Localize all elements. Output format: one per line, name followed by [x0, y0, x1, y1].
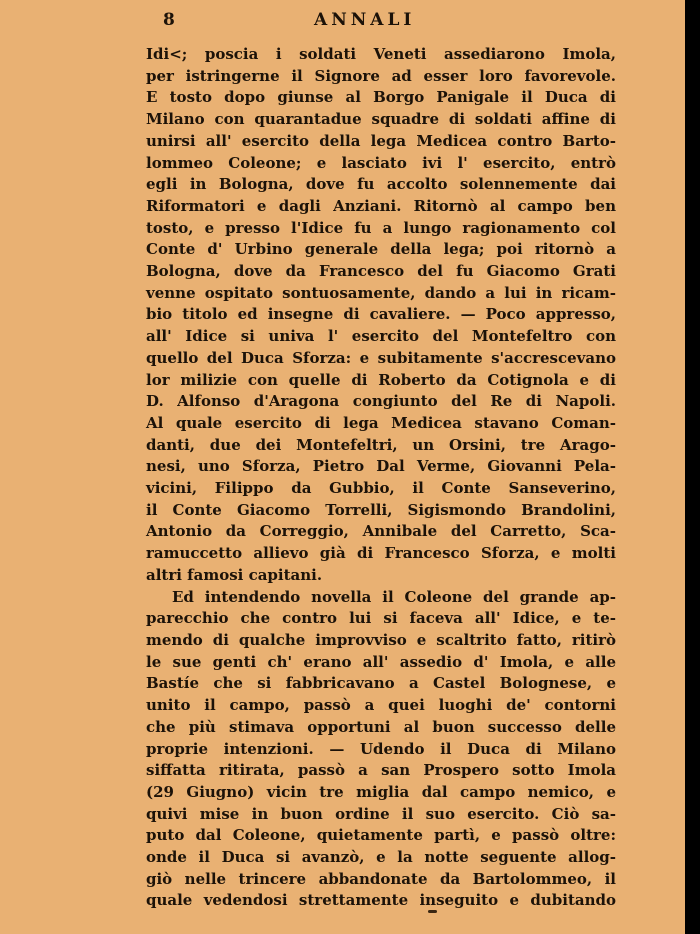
text-line: tosto, e presso l'Idice fu a lungo ragionamento col: [146, 218, 616, 237]
text-line: unito il campo, passò a quei luoghi de' contorni: [146, 696, 616, 715]
text-line: per istringerne il Signore ad esser loro favorevole.: [146, 66, 616, 85]
text-line: quale vedendosi strettamente inseguito e dubitando: [146, 891, 616, 910]
paragraph-end-line: altri famosi capitani.: [146, 565, 323, 584]
text-line: all' Idice si univa l' esercito del Montefeltro con: [146, 327, 616, 346]
text-line: che più stimava opportuni al buon successo delle: [146, 717, 616, 736]
text-line: puto dal Coleone, quietamente partì, e passò oltre:: [146, 826, 616, 845]
text-line: venne ospitato sontuosamente, dando a lui in ricam-: [146, 283, 616, 302]
text-line: parecchio che contro lui si faceva all' Idice, e te-: [146, 609, 616, 628]
text-line: Bologna, dove da Francesco del fu Giacomo Grati: [146, 262, 616, 281]
text-line: le sue genti ch' erano all' assedio d' Imola, e alle: [146, 652, 616, 671]
text-line: siffatta ritirata, passò a san Prospero sotto Imola: [146, 761, 616, 780]
text-line: (29 Giugno) vicin tre miglia dal campo nemico, e: [146, 782, 616, 801]
text-line: Idi<⁠⁠; poscia i soldati Veneti assediarono Imola,: [146, 45, 616, 63]
text-line: D. Alfonso d'Aragona congiunto del Re di Napoli.: [146, 392, 616, 411]
text-line: mendo di qualche improvviso e scaltrito fatto, ritirò: [146, 630, 616, 649]
text-line: Milano con quarantadue squadre di soldati affine di: [146, 110, 616, 129]
text-line: bio titolo ed insegne di cavaliere. — Poco appresso,: [146, 305, 616, 324]
text-line: quello del Duca Sforza: e subitamente s'accrescevano: [146, 348, 616, 367]
text-line: Al quale esercito di lega Medicea stavano Coman-: [146, 413, 616, 432]
text-line: onde il Duca si avanzò, e la notte seguente allog-: [146, 848, 616, 867]
paragraph-start-line: Ed intendendo novella il Coleone del grande ap-: [172, 587, 616, 606]
text-line: Bastíe che si fabbricavano a Castel Bolognese, e: [146, 674, 616, 693]
body-text: [146, 44, 616, 912]
text-line: proprie intenzioni. — Udendo il Duca di Milano: [146, 739, 616, 758]
text-line: danti, due dei Montefeltri, un Orsini, tre Arago-: [146, 435, 616, 454]
text-line: giò nelle trincere abbandonate da Bartolommeo, il: [146, 869, 616, 888]
text-line: vicini, Filippo da Gubbio, il Conte Sanseverino,: [146, 479, 616, 498]
text-line: egli in Bologna, dove fu accolto solennemente dai: [146, 175, 616, 194]
ink-speck: [428, 910, 437, 913]
text-line: Conte d' Urbino generale della lega; poi ritornò a: [146, 240, 616, 259]
text-line: ramuccetto allievo già di Francesco Sforza, e molti: [146, 544, 616, 563]
text-line: il Conte Giacomo Torrelli, Sigismondo Brandolini,: [146, 500, 616, 519]
text-line: quivi mise in buon ordine il suo esercito. Ciò sa-: [146, 804, 616, 823]
text-line: E tosto dopo giunse al Borgo Panigale il Duca di: [146, 88, 616, 107]
text-line: nesi, uno Sforza, Pietro Dal Verme, Giovanni Pela-: [146, 457, 616, 476]
text-line: lor milizie con quelle di Roberto da Cotignola e di: [146, 370, 616, 389]
page-number: 8: [163, 10, 175, 30]
text-line: lommeo Coleone; e lasciato ivi l' esercito, entrò: [146, 153, 616, 172]
text-line: unirsi all' esercito della lega Medicea contro Barto-: [146, 131, 616, 150]
text-line: Riformatori e dagli Anziani. Ritornò al campo ben: [146, 196, 616, 215]
running-title: ANNALI: [314, 10, 416, 30]
text-line: Antonio da Correggio, Annibale del Carretto, Sca-: [146, 522, 616, 541]
